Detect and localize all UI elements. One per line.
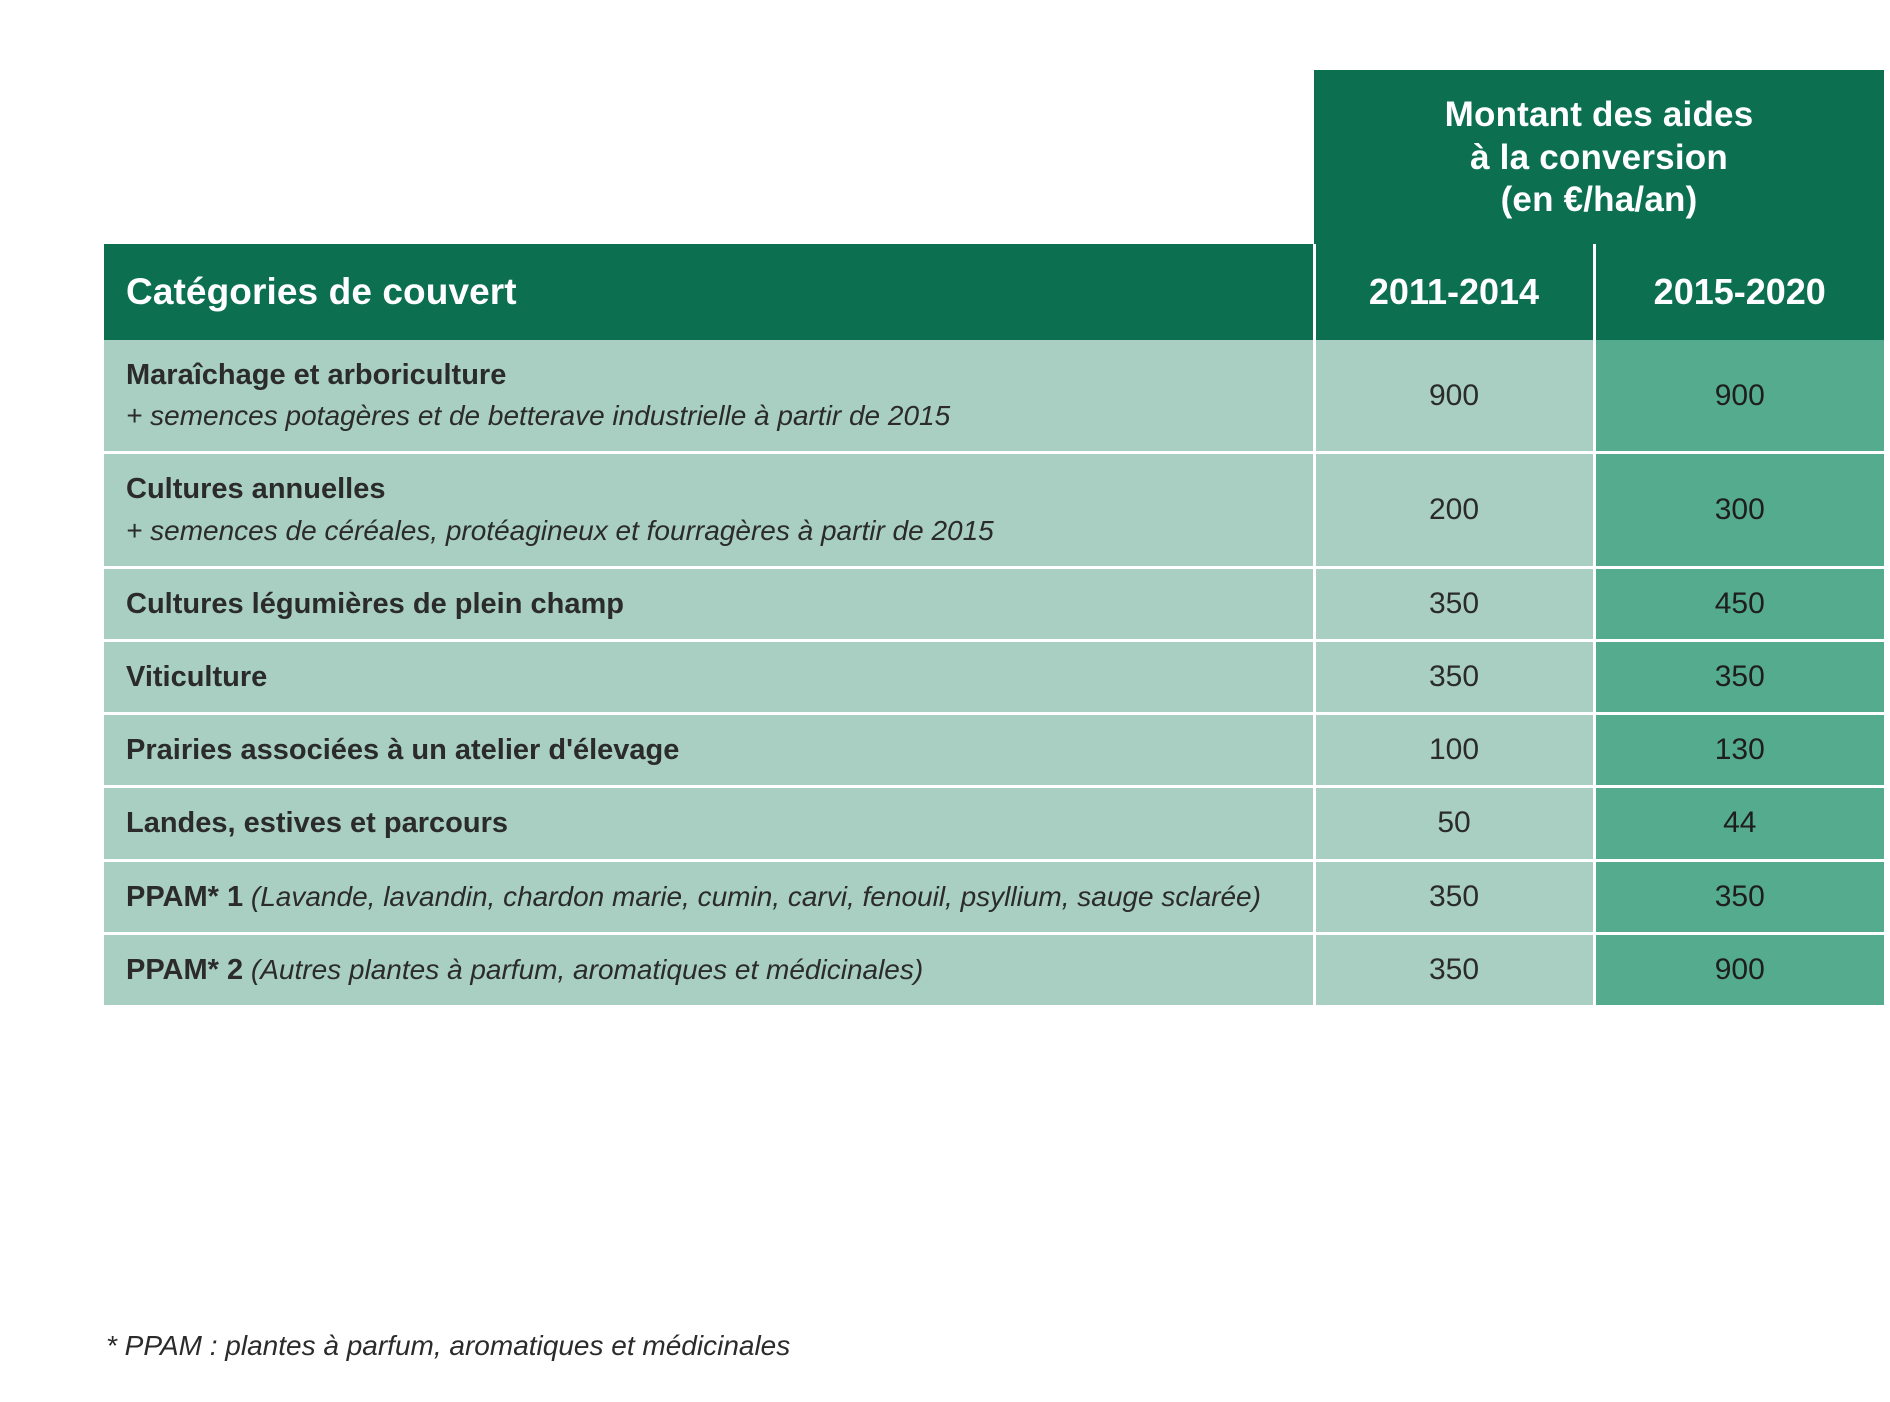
category-note: (Autres plantes à parfum, aromatiques et médicinales)	[250, 953, 924, 985]
column-header-category: Catégories de couvert	[104, 244, 1314, 340]
cell-category	[104, 714, 1314, 787]
cell-amount-2015-2020: 900	[1594, 933, 1884, 1005]
table-footnote: * PPAM : plantes à parfum, aromatiques et médicinales	[106, 1330, 791, 1361]
cell-amount-2015-2020: 350	[1594, 860, 1884, 933]
cell-amount-2011-2014: 350	[1314, 567, 1594, 640]
aid-amounts-table	[104, 70, 1884, 1005]
super-header-aid-amount	[1314, 70, 1884, 244]
category-title: Landes, estives et parcours	[126, 807, 508, 840]
table-row	[104, 933, 1884, 1005]
category-title: Prairies associées à un atelier d'élevage	[126, 734, 680, 767]
column-header-period-2015-2020: 2015-2020	[1594, 244, 1884, 340]
cell-amount-2011-2014: 350	[1314, 640, 1594, 713]
category-title: Viticulture	[126, 660, 268, 693]
category-title: PPAM* 2	[126, 953, 244, 986]
table-row	[104, 714, 1884, 787]
category-title: Maraîchage et arboriculture	[126, 359, 507, 392]
super-header-spacer	[104, 70, 1314, 244]
cell-category	[104, 860, 1314, 933]
cell-amount-2015-2020: 350	[1594, 640, 1884, 713]
category-title: PPAM* 1	[126, 880, 244, 913]
category-title: Cultures légumières de plein champ	[126, 587, 624, 620]
category-note: + semences de céréales, protéagineux et fourragères à partir de 2015	[126, 514, 994, 546]
cell-amount-2011-2014: 50	[1314, 787, 1594, 860]
cell-amount-2011-2014: 100	[1314, 714, 1594, 787]
cell-amount-2011-2014: 350	[1314, 933, 1594, 1005]
category-title: Cultures annuelles	[126, 473, 386, 506]
aid-amounts-table-wrapper	[104, 70, 1884, 1005]
category-note: + semences potagères et de betterave industrielle à partir de 2015	[126, 400, 951, 432]
column-header-period-2011-2014: 2011-2014	[1314, 244, 1594, 340]
super-header-line-1: Montant des aides	[1444, 95, 1754, 134]
cell-amount-2015-2020: 130	[1594, 714, 1884, 787]
cell-category	[104, 340, 1314, 453]
table-header-row	[104, 244, 1884, 340]
table-row	[104, 860, 1884, 933]
table-row	[104, 640, 1884, 713]
cell-amount-2011-2014: 900	[1314, 340, 1594, 453]
cell-amount-2015-2020: 450	[1594, 567, 1884, 640]
cell-amount-2015-2020: 300	[1594, 453, 1884, 567]
super-header-line-3: (en €/ha/an)	[1500, 180, 1698, 220]
table-row	[104, 567, 1884, 640]
table-row	[104, 787, 1884, 860]
cell-amount-2011-2014: 200	[1314, 453, 1594, 567]
cell-amount-2015-2020: 44	[1594, 787, 1884, 860]
cell-category	[104, 933, 1314, 1005]
super-header-line-2: à la conversion	[1470, 137, 1728, 177]
cell-category	[104, 787, 1314, 860]
cell-amount-2015-2020: 900	[1594, 340, 1884, 453]
category-note: (Lavande, lavandin, chardon marie, cumin, carvi, fenouil, psyllium, sauge sclarée)	[250, 880, 1261, 912]
table-body	[104, 340, 1884, 1005]
table-super-header-row	[104, 70, 1884, 244]
cell-category	[104, 567, 1314, 640]
cell-category	[104, 640, 1314, 713]
cell-category	[104, 453, 1314, 567]
table-row	[104, 453, 1884, 567]
cell-amount-2011-2014: 350	[1314, 860, 1594, 933]
table-row	[104, 340, 1884, 453]
